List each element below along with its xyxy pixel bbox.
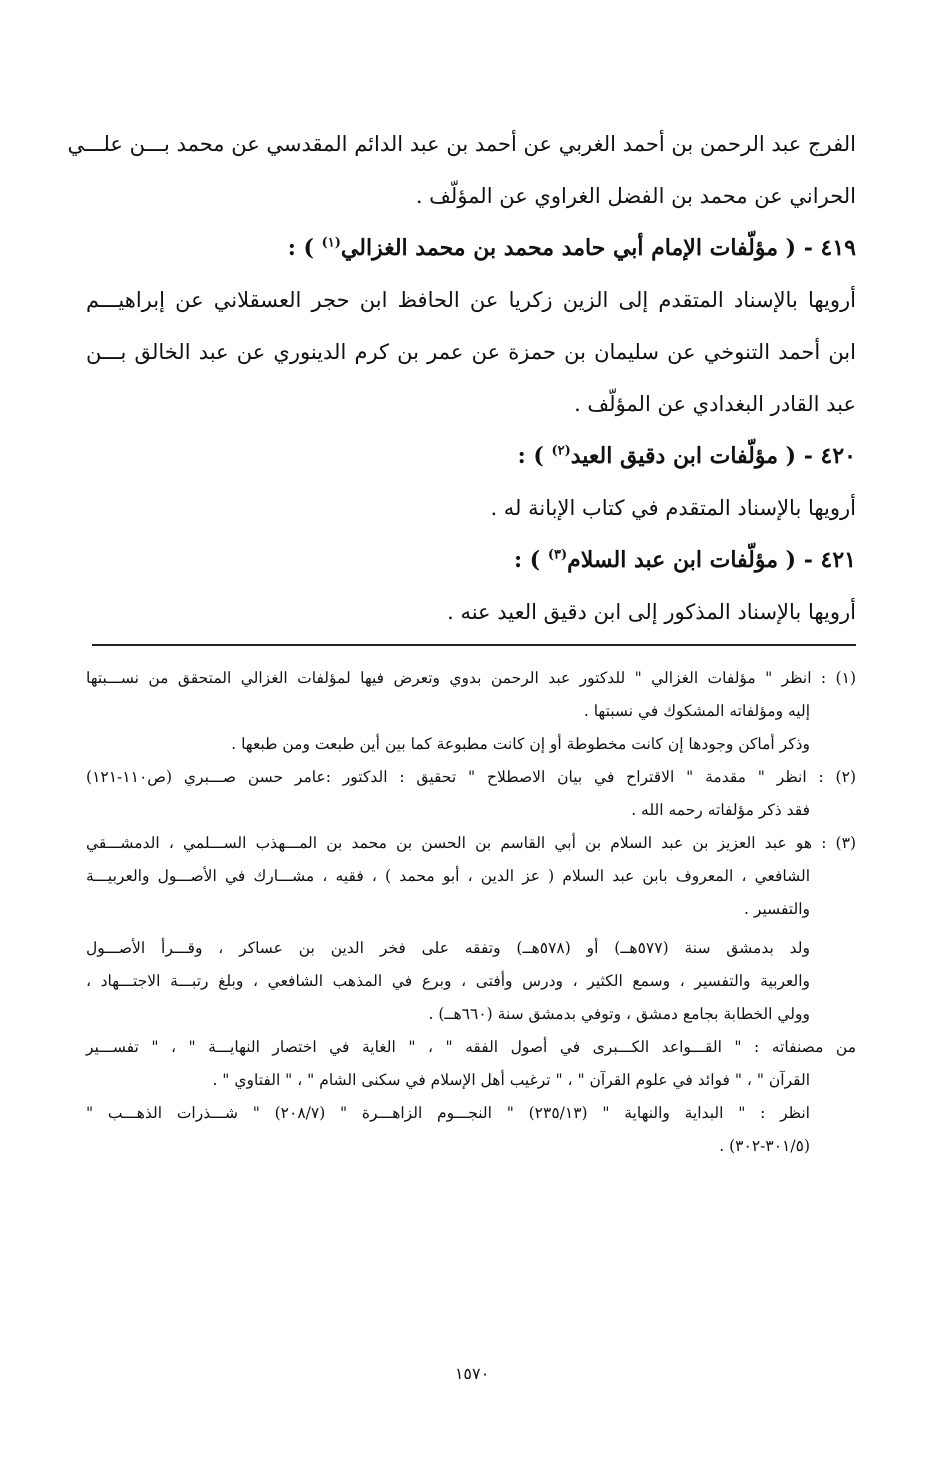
- footnote-line: وولي الخطابة بجامع دمشق ، وتوفي بدمشق سنة (٦٦٠هــ) .: [428, 1005, 810, 1023]
- entry-number: ٤٢١ -: [803, 547, 856, 573]
- main-text: [67, 118, 856, 638]
- footnote-line: من مصنفاته : " القـــواعد الكـــبرى في أصول الفقه " ، " الغاية في اختصار النهايـــة " ، " تفســـير: [86, 1038, 856, 1056]
- entry-title: ( مؤلّفات ابن دقيق العيد: [570, 443, 797, 469]
- entry-heading-421: [86, 534, 856, 586]
- footnote-line: (٣٠١/٥-٣٠٢) .: [719, 1137, 810, 1155]
- entry-number: ٤١٩ -: [803, 235, 856, 261]
- footnote-ref: (٢): [551, 443, 571, 459]
- footnote-line: فقد ذكر مؤلفاته رحمه الله .: [631, 801, 810, 819]
- entry-title: ( مؤلّفات الإمام أبي حامد محمد بن محمد الغزالي: [340, 235, 797, 261]
- footnote-line: إليه ومؤلفاته المشكوك في نسبتها .: [583, 702, 810, 720]
- footnote-line: والعربية والتفسير ، وسمع الكثير ، ودرس وأفتى ، وبرع في المذهب الشافعي ، وبلغ رتبـــة الاجتـــهاد ،: [86, 972, 810, 990]
- footnote-1: [86, 662, 856, 761]
- text-line: الفرج عبد الرحمن بن أحمد الغربي عن أحمد بن عبد الدائم المقدسي عن محمد بـــن علـــي: [67, 132, 856, 156]
- entry-heading-419: [86, 222, 856, 274]
- footnote-line: (٢) : انظر " مقدمة " الاقتراح في بيان الاصطلاح " تحقيق : الدكتور :عامر حسن صـــبري (ص١١٠-١٢١): [86, 768, 856, 786]
- footnote-line: والتفسير .: [744, 900, 810, 918]
- footnote-line: ولد بدمشق سنة (٥٧٧هــ) أو (٥٧٨هــ) وتفقه على فخر الدين بن عساكر ، وقـــرأ الأصـــول: [86, 939, 811, 957]
- footnote-line: انظر : " البداية والنهاية " (٢٣٥/١٣) " النجـــوم الزاهـــرة " (٢٠٨/٧) " شـــذرات الذهـــب ": [86, 1104, 810, 1122]
- footnote-line: (٣) : هو عبد العزيز بن عبد السلام بن أبي القاسم بن الحسن بن محمد بن المـــهذب الســـلمي ، الدمشـــقي: [86, 834, 856, 852]
- entry-close: ) :: [287, 235, 314, 261]
- entry-number: ٤٢٠ -: [803, 443, 856, 469]
- text-line: عبد القادر البغدادي عن المؤلّف .: [574, 392, 856, 416]
- footnote-ref: (٣): [547, 547, 568, 563]
- footnote-line: (١) : انظر " مؤلفات الغزالي " للدكتور عبد الرحمن بدوي وتعرض فيها لمؤلفات الغزالي المتحقق من نســـبتها: [86, 669, 856, 687]
- text-line: أرويها بالإسناد المتقدم إلى الزين زكريا عن الحافظ ابن حجر العسقلاني عن إبراهيـــم: [86, 288, 856, 312]
- entry-close: ) :: [513, 547, 541, 573]
- footnote-line: القرآن " ، " فوائد في علوم القرآن " ، " ترغيب أهل الإسلام في سكنى الشام " ، " الفتاوي " .: [212, 1071, 810, 1089]
- entry-title: ( مؤلّفات ابن عبد السلام: [567, 547, 797, 573]
- text-line: الحراني عن محمد بن الفضل الغراوي عن المؤلّف .: [415, 184, 856, 208]
- page-number: ١٥٧٠: [454, 1364, 490, 1383]
- footnote-line: الشافعي ، المعروف بابن عبد السلام ( عز الدين ، أبو محمد ) ، فقيه ، مشـــارك في الأصـــول والعربيـــة: [86, 867, 810, 885]
- text-line: أرويها بالإسناد المذكور إلى ابن دقيق العيد عنه .: [447, 600, 856, 624]
- text-line: أرويها بالإسناد المتقدم في كتاب الإبانة له .: [490, 496, 856, 520]
- footnote-3: [86, 827, 856, 1163]
- text-line: ابن أحمد التنوخي عن سليمان بن حمزة عن عمر بن كرم الدينوري عن عبد الخالق بـــن: [86, 340, 856, 364]
- entry-close: ) :: [517, 443, 544, 469]
- footnote-ref: (١): [321, 235, 341, 251]
- entry-heading-420: [86, 430, 856, 482]
- footnote-line: وذكر أماكن وجودها إن كانت مخطوطة أو إن كانت مطبوعة كما بين أين طبعت ومن طبعها .: [231, 735, 810, 753]
- footnote-2: [86, 761, 856, 827]
- footnote-divider: [92, 644, 856, 646]
- footnotes: [86, 662, 856, 1163]
